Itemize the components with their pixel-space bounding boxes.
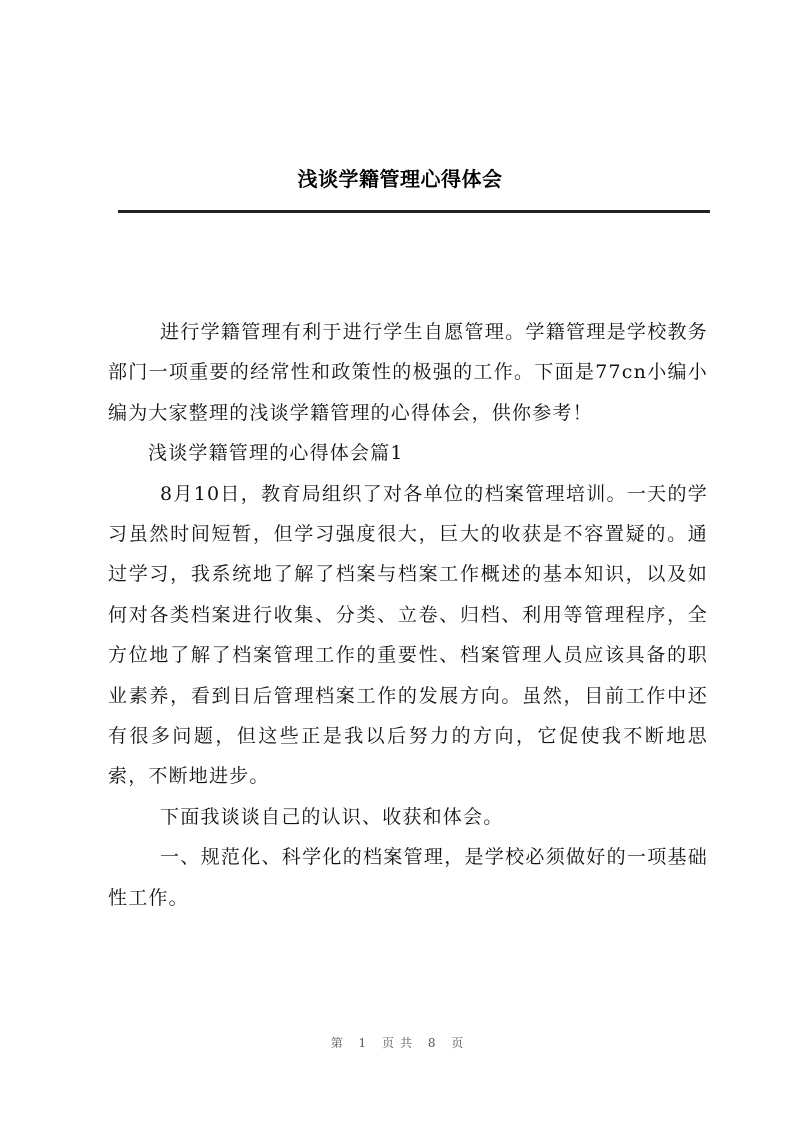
body-paragraph: 下面我谈谈自己的认识、收获和体会。 (160, 805, 504, 828)
body-paragraph: 8月10日，教育局组织了对各单位的档案管理培训。一天的学习虽然时间短暂，但学习强度很大，巨大的收获是不容置疑的。通过学习，我系统地了解了档案与档案工作概述的基本知识，以及如何对各类档案进行收集、分类、立卷、归档、利用等管理程序，全方位地了解了档案管理工作的重要性、档案管理人员应该具备的职业素养，看到日后管理档案工作的发展方向。虽然，目前工作中还有很多问题，但这些正是我以后努力的方向，它促使我不断地思索，不断地进步。 (108, 482, 708, 788)
body-paragraph: 一、规范化、科学化的档案管理，是学校必须做好的一项基础性工作。 (108, 846, 708, 909)
document-body (108, 312, 708, 918)
section-heading: 浅谈学籍管理的心得体会篇1 (148, 442, 404, 465)
page-footer: 第 1 页共 8 页 (330, 1036, 470, 1050)
intro-paragraph: 进行学籍管理有利于进行学生自愿管理。学籍管理是学校教务部门一项重要的经常性和政策性的极强的工作。下面是77cn小编小编为大家整理的浅谈学籍管理的心得体会，供你参考！ (108, 321, 708, 424)
title-divider (118, 210, 710, 213)
document-title: 浅谈学籍管理心得体会 (297, 167, 503, 191)
